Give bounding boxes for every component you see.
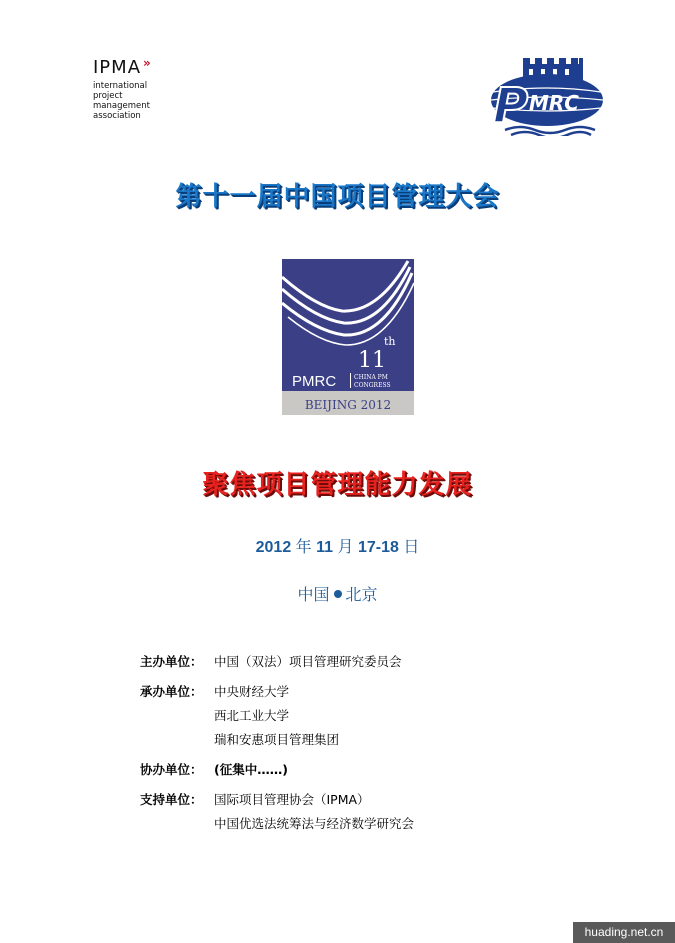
pmrc-text: MRC: [529, 91, 579, 115]
organizer-value: 西北工业大学: [213, 708, 289, 723]
organizer-value: (征集中……): [213, 762, 288, 777]
congress-sub-bottom: CONGRESS: [354, 382, 391, 389]
organizer-co-host: [140, 758, 288, 782]
organizer-value: 国际项目管理协会（IPMA）: [213, 792, 370, 807]
congress-sub-top: CHINA PM: [354, 374, 388, 381]
organizer-value: 中央财经大学: [213, 684, 289, 699]
congress-logo: [282, 259, 414, 415]
date-year: 2012: [255, 539, 292, 556]
ipma-line-3: management: [93, 101, 150, 111]
date-days: 17-18: [357, 539, 399, 556]
congress-city-year: BEIJING 2012: [304, 398, 392, 412]
conference-date: [0, 534, 675, 557]
organizer-value: 中国（双法）项目管理研究委员会: [213, 654, 402, 669]
organizer-label: 协办单位：: [140, 762, 203, 777]
organizer-label: 主办单位：: [140, 654, 203, 669]
organizer-label: 支持单位：: [140, 792, 203, 807]
congress-acronym: PMRC: [292, 373, 337, 390]
ipma-chevron-icon: »: [143, 56, 152, 70]
organizer-label: 承办单位：: [140, 684, 203, 699]
conference-title: 第十一届中国项目管理大会: [175, 182, 500, 212]
date-month: 11: [316, 539, 334, 556]
conference-place: [0, 582, 675, 605]
site-watermark: huading.net.cn: [573, 922, 675, 943]
ipma-subtitle: [93, 81, 203, 121]
organizer-undertaker: [140, 680, 339, 752]
ipma-line-1: international: [93, 81, 148, 91]
organizer-host: [140, 650, 402, 674]
bullet-icon: [334, 590, 342, 598]
conference-theme: 聚焦项目管理能力发展: [202, 470, 473, 500]
organizer-value: 瑞和安惠项目管理集团: [213, 732, 339, 747]
place-city: 北京: [345, 585, 378, 604]
date-year-unit: 年: [295, 539, 312, 556]
date-day-unit: 日: [403, 539, 420, 556]
pmrc-logo: [485, 58, 605, 136]
ipma-line-4: association: [93, 111, 141, 121]
organizer-value: 中国优选法统筹法与经济数学研究会: [213, 816, 414, 831]
ipma-word: IPMA: [93, 57, 142, 78]
ipma-line-2: project: [93, 91, 123, 101]
ipma-logo: [93, 58, 203, 121]
ipma-wordmark: [93, 58, 203, 78]
place-country: 中国: [297, 585, 330, 604]
edition-number: 11: [358, 348, 386, 373]
date-month-unit: 月: [337, 539, 354, 556]
organizer-supporter: [140, 788, 414, 836]
pmrc-p-letter: P: [493, 78, 529, 134]
edition-suffix: th: [384, 335, 396, 348]
